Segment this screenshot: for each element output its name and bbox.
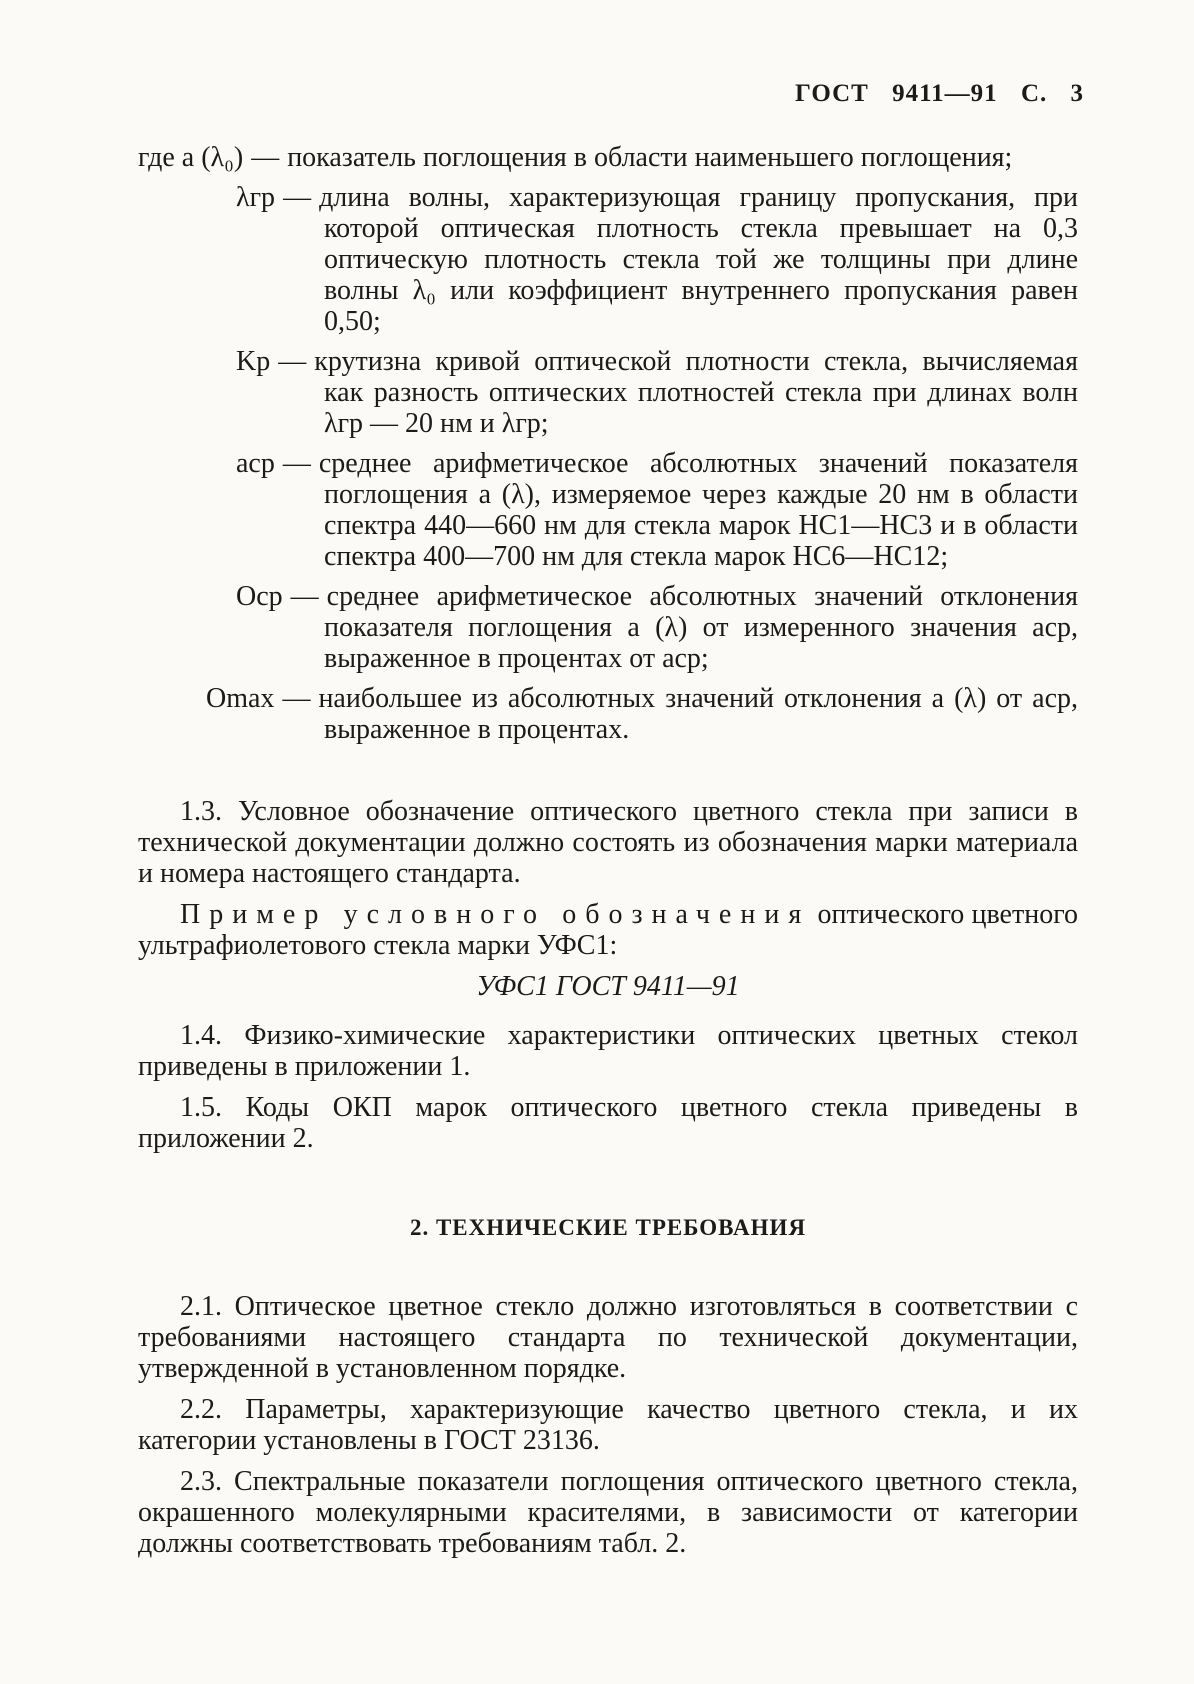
example-code: УФС1 ГОСТ 9411—91 — [476, 971, 740, 1002]
definition-item: aср — среднее арифметическое абсолютных значений показателя поглощения a (λ), измеряемое через каждые 20 нм в области спектра 440—660 нм для стекла марок НС1—НС3 и в области спектра 400—700 нм для стекла марок НС6—НС12; — [236, 448, 1078, 572]
paragraph-2-1: 2.1. Оптическое цветное стекло должно изготовляться в соответствии с требованиями настоящего стандарта по технической документации, утвержденной в установленном порядке. — [138, 1291, 1078, 1384]
definition-text: среднее арифметическое абсолютных значений показателя поглощения a (λ), измеряемое через каждые 20 нм в области спектра 440—660 нм для стекла марок НС1—НС3 и в области спектра 400—700 нм для стекла марок НС6—НС12; — [318, 448, 1078, 572]
paragraph-2-3: 2.3. Спектральные показатели поглощения оптического цветного стекла, окрашенного молекулярными красителями, в зависимости от категории должны соответствовать требованиям табл. 2. — [138, 1466, 1078, 1559]
definition-term: aср — [236, 448, 275, 479]
definition-item: Kр — крутизна кривой оптической плотности стекла, вычисляемая как разность оптических плотностей стекла при длинах волн λгр — 20 нм и λгр; — [236, 346, 1078, 439]
header-page-label: С. — [1020, 80, 1048, 107]
definition-term: a (λ₀) — [181, 142, 244, 173]
definition-item: Omax — наибольшее из абсолютных значений отклонения a (λ) от aср, выраженное в процентах. — [206, 683, 1078, 745]
definition-item: λгр — длина волны, характеризующая границу пропускания, при которой оптическая плотность стекла превышает на 0,3 оптическую плотность стекла той же толщины при длине волны λ₀ или коэффициент внутреннего пропускания равен 0,50; — [236, 182, 1078, 337]
page-header — [795, 80, 1084, 108]
definition-text: среднее арифметическое абсолютных значений отклонения показателя поглощения a (λ) от измеренного значения aср, выраженное в процентах от aср; — [324, 581, 1078, 674]
paragraph-1-4: 1.4. Физико-химические характеристики оптических цветных стекол приведены в приложении 1. — [138, 1020, 1078, 1082]
definition-text: крутизна кривой оптической плотности стекла, вычисляемая как разность оптических плотностей стекла при длинах волн λгр — 20 нм и λгр; — [314, 346, 1078, 439]
document-body — [138, 796, 1078, 1569]
header-number: 9411—91 — [892, 80, 998, 107]
header-standard: ГОСТ — [795, 80, 869, 107]
definition-lead: где — [138, 142, 175, 173]
section-title: 2. ТЕХНИЧЕСКИЕ ТРЕБОВАНИЯ — [409, 1215, 807, 1240]
definition-text: показатель поглощения в области наименьшего поглощения; — [287, 142, 1013, 173]
definition-term: λгр — [236, 182, 276, 213]
definition-item: где a (λ₀) — показатель поглощения в области наименьшего поглощения; — [138, 142, 1013, 173]
header-page-number: 3 — [1070, 80, 1084, 107]
definition-text: длина волны, характеризующая границу пропускания, при которой оптическая плотность стекла превышает на 0,3 оптическую плотность стекла той же толщины при длине волны λ₀ или коэффициент внутреннего пропускания равен 0,50; — [319, 182, 1078, 337]
example-paragraph — [138, 899, 1078, 961]
definition-text: наибольшее из абсолютных значений отклонения a (λ) от aср, выраженное в процентах. — [318, 683, 1078, 745]
definitions-list — [138, 142, 1078, 754]
definition-term: Omax — [206, 683, 275, 714]
paragraph-1-3: 1.3. Условное обозначение оптического цветного стекла при записи в технической документации должно состоять из обозначения марки материала и номера настоящего стандарта. — [138, 796, 1078, 889]
definition-item: Oср — среднее арифметическое абсолютных значений отклонения показателя поглощения a (λ) от измеренного значения aср, выраженное в процентах от aср; — [236, 581, 1078, 674]
paragraph-2-2: 2.2. Параметры, характеризующие качество цветного стекла, и их категории установлены в ГОСТ 23136. — [138, 1394, 1078, 1456]
example-label: Пример условного обозначения — [180, 899, 811, 930]
paragraph-1-5: 1.5. Коды ОКП марок оптического цветного стекла приведены в приложении 2. — [138, 1092, 1078, 1154]
definition-term: Oср — [236, 581, 283, 612]
example-text: оптического цветного ультрафиолетового стекла марки УФС1: — [138, 899, 1078, 961]
definition-term: Kр — [236, 346, 271, 377]
